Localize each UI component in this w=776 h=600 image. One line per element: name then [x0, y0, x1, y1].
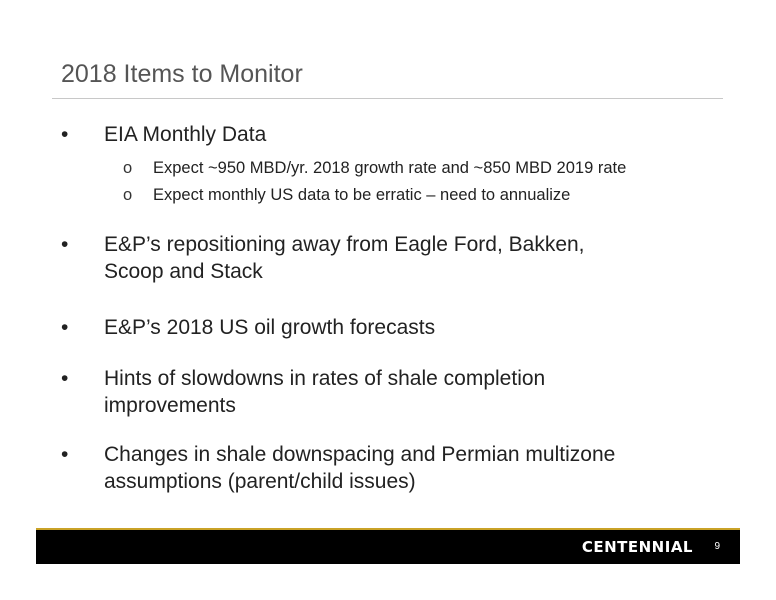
- bullet-text-line-1: Hints of slowdowns in rates of shale completion: [104, 367, 546, 390]
- bullet-text-block: [104, 365, 704, 419]
- slide-title: 2018 Items to Monitor: [61, 60, 303, 88]
- bullet-text: EIA Monthly Data: [104, 123, 267, 146]
- bullet-text-line-2: assumptions (parent/child issues): [104, 470, 416, 493]
- bullet-marker: •: [61, 443, 69, 466]
- bullet-marker: •: [61, 367, 69, 390]
- sub-bullet-marker: o: [123, 186, 133, 204]
- bullet-marker: •: [61, 233, 69, 256]
- bullet-text-block: [104, 231, 704, 285]
- bullet-text-line-2: Scoop and Stack: [104, 260, 263, 283]
- sub-bullet-marker: o: [123, 159, 133, 177]
- footer-bar: [36, 530, 740, 564]
- sub-bullet-text: Expect ~950 MBD/yr. 2018 growth rate and ~850 MBD 2019 rate: [153, 159, 627, 177]
- bullet-marker: •: [61, 123, 69, 146]
- bullet-text-block: [104, 441, 704, 495]
- sub-bullet-text: Expect monthly US data to be erratic – need to annualize: [153, 186, 571, 204]
- bullet-text: E&P’s 2018 US oil growth forecasts: [104, 316, 436, 339]
- centennial-logo: CENTENNIAL: [581, 538, 693, 556]
- page-number: 9: [714, 541, 720, 552]
- bullet-text-line-2: improvements: [104, 394, 236, 417]
- bullet-marker: •: [61, 316, 69, 339]
- bullet-text-line-1: E&P’s repositioning away from Eagle Ford, Bakken,: [104, 233, 585, 256]
- bullet-text-line-1: Changes in shale downspacing and Permian multizone: [104, 443, 616, 466]
- title-divider: [52, 98, 723, 99]
